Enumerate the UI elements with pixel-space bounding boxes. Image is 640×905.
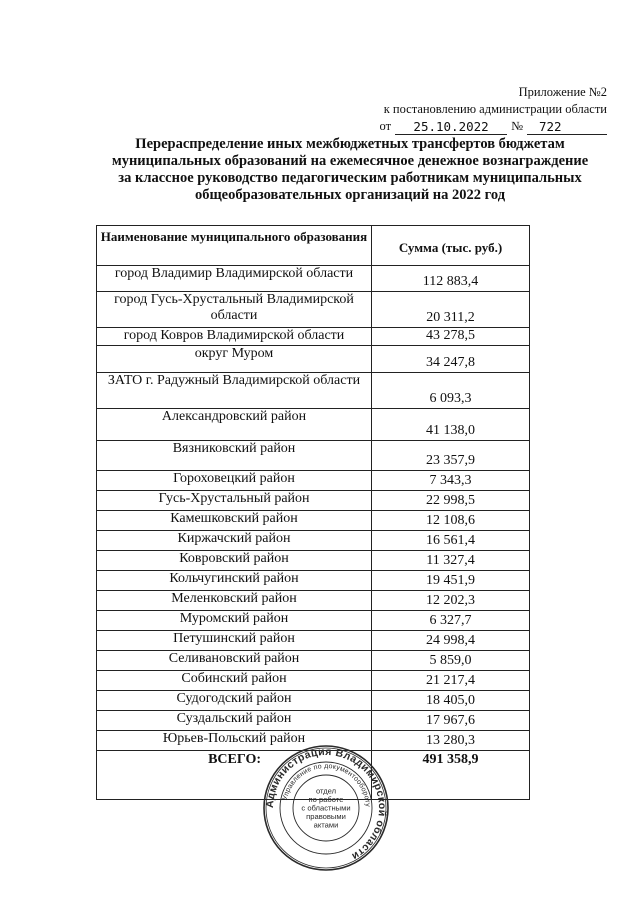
transfer-sum: 23 357,9 <box>372 441 530 471</box>
header-municipality: Наименование муниципального образования <box>97 226 372 266</box>
transfer-sum: 43 278,5 <box>372 328 530 346</box>
seal-center-line: правовыми <box>306 812 346 822</box>
municipality-name: Селивановский район <box>97 651 372 671</box>
municipality-name: Кольчугинский район <box>97 571 372 591</box>
municipality-name: ЗАТО г. Радужный Владимирской области <box>97 373 372 409</box>
seal-center-line: по работе <box>308 794 344 804</box>
decree-number: 722 <box>527 119 607 135</box>
transfer-sum: 13 280,3 <box>372 731 530 751</box>
table-row <box>97 631 530 651</box>
municipality-name: Гороховецкий район <box>97 471 372 491</box>
table-row <box>97 511 530 531</box>
table-row <box>97 551 530 571</box>
table-row <box>97 711 530 731</box>
seal-center-line: актами <box>313 820 339 830</box>
transfer-sum: 12 108,6 <box>372 511 530 531</box>
transfer-sum: 24 998,4 <box>372 631 530 651</box>
table-row <box>97 611 530 631</box>
transfer-sum: 7 343,3 <box>372 471 530 491</box>
seal-graphic <box>262 744 390 872</box>
municipality-name: округ Муром <box>97 346 372 373</box>
municipality-name: город Владимир Владимирской области <box>97 266 372 292</box>
total-label: ВСЕГО: <box>97 751 372 800</box>
table-row <box>97 346 530 373</box>
municipality-name: Собинский район <box>97 671 372 691</box>
official-seal-stamp <box>262 744 390 872</box>
table-row <box>97 292 530 328</box>
municipality-name: город Гусь-Хрустальный Владимирской области <box>97 292 372 328</box>
table-row <box>97 441 530 471</box>
municipality-name: Гусь-Хрустальный район <box>97 491 372 511</box>
table-row <box>97 491 530 511</box>
transfer-sum: 18 405,0 <box>372 691 530 711</box>
municipality-name: Меленковский район <box>97 591 372 611</box>
decree-date: 25.10.2022 <box>395 119 507 135</box>
transfer-sum: 22 998,5 <box>372 491 530 511</box>
transfer-sum: 19 451,9 <box>372 571 530 591</box>
appendix-block <box>347 84 607 135</box>
seal-outer-text: Администрация Владимирской области <box>263 745 389 863</box>
transfer-sum: 41 138,0 <box>372 409 530 441</box>
transfer-sum: 34 247,8 <box>372 346 530 373</box>
table-row <box>97 471 530 491</box>
title-line: муниципальных образований на ежемесячное денежное вознаграждение <box>111 153 589 169</box>
title-line: за классное руководство педагогическим работникам муниципальных <box>118 170 582 186</box>
transfer-sum: 12 202,3 <box>372 591 530 611</box>
table-row <box>97 651 530 671</box>
table-row <box>97 409 530 441</box>
header-sum: Сумма (тыс. руб.) <box>372 226 530 266</box>
seal-inner-text: Управление по документообороту <box>281 762 372 808</box>
seal-center-line: с областными <box>301 803 351 813</box>
municipality-name: город Ковров Владимирской области <box>97 328 372 346</box>
transfer-sum: 21 217,4 <box>372 671 530 691</box>
table-row <box>97 531 530 551</box>
table-body <box>97 266 530 800</box>
title-line: Перераспределение иных межбюджетных трансфертов бюджетам <box>135 136 565 152</box>
table-row <box>97 266 530 292</box>
table-row <box>97 591 530 611</box>
table-row <box>97 571 530 591</box>
transfer-sum: 6 327,7 <box>372 611 530 631</box>
from-label: от <box>379 119 392 133</box>
transfer-sum: 6 093,3 <box>372 373 530 409</box>
municipality-name: Киржачский район <box>97 531 372 551</box>
table-header-row <box>97 226 530 266</box>
appendix-decree-reference: к постановлению администрации области <box>383 102 607 116</box>
table-row <box>97 373 530 409</box>
transfer-sum: 17 967,6 <box>372 711 530 731</box>
municipality-name: Муромский район <box>97 611 372 631</box>
table-row <box>97 328 530 346</box>
appendix-title: Приложение №2 <box>518 85 607 99</box>
table-row <box>97 691 530 711</box>
municipality-name: Судогодский район <box>97 691 372 711</box>
municipality-name: Александровский район <box>97 409 372 441</box>
document-title <box>90 136 610 204</box>
municipality-name: Камешковский район <box>97 511 372 531</box>
transfer-sum: 5 859,0 <box>372 651 530 671</box>
municipality-name: Вязниковский район <box>97 441 372 471</box>
seal-center-line: отдел <box>315 786 337 796</box>
number-label: № <box>511 119 523 133</box>
transfer-sum: 20 311,2 <box>372 292 530 328</box>
municipality-name: Юрьев-Польский район <box>97 731 372 751</box>
appendix-date-number <box>347 118 607 135</box>
transfer-sum: 16 561,4 <box>372 531 530 551</box>
municipality-name: Ковровский район <box>97 551 372 571</box>
title-line: общеобразовательных организаций на 2022 год <box>194 187 506 203</box>
transfers-table <box>96 225 530 800</box>
total-sum: 491 358,9 <box>372 751 530 800</box>
transfer-sum: 112 883,4 <box>372 266 530 292</box>
municipality-name: Петушинский район <box>97 631 372 651</box>
transfer-sum: 11 327,4 <box>372 551 530 571</box>
municipality-name: Суздальский район <box>97 711 372 731</box>
table-row <box>97 671 530 691</box>
